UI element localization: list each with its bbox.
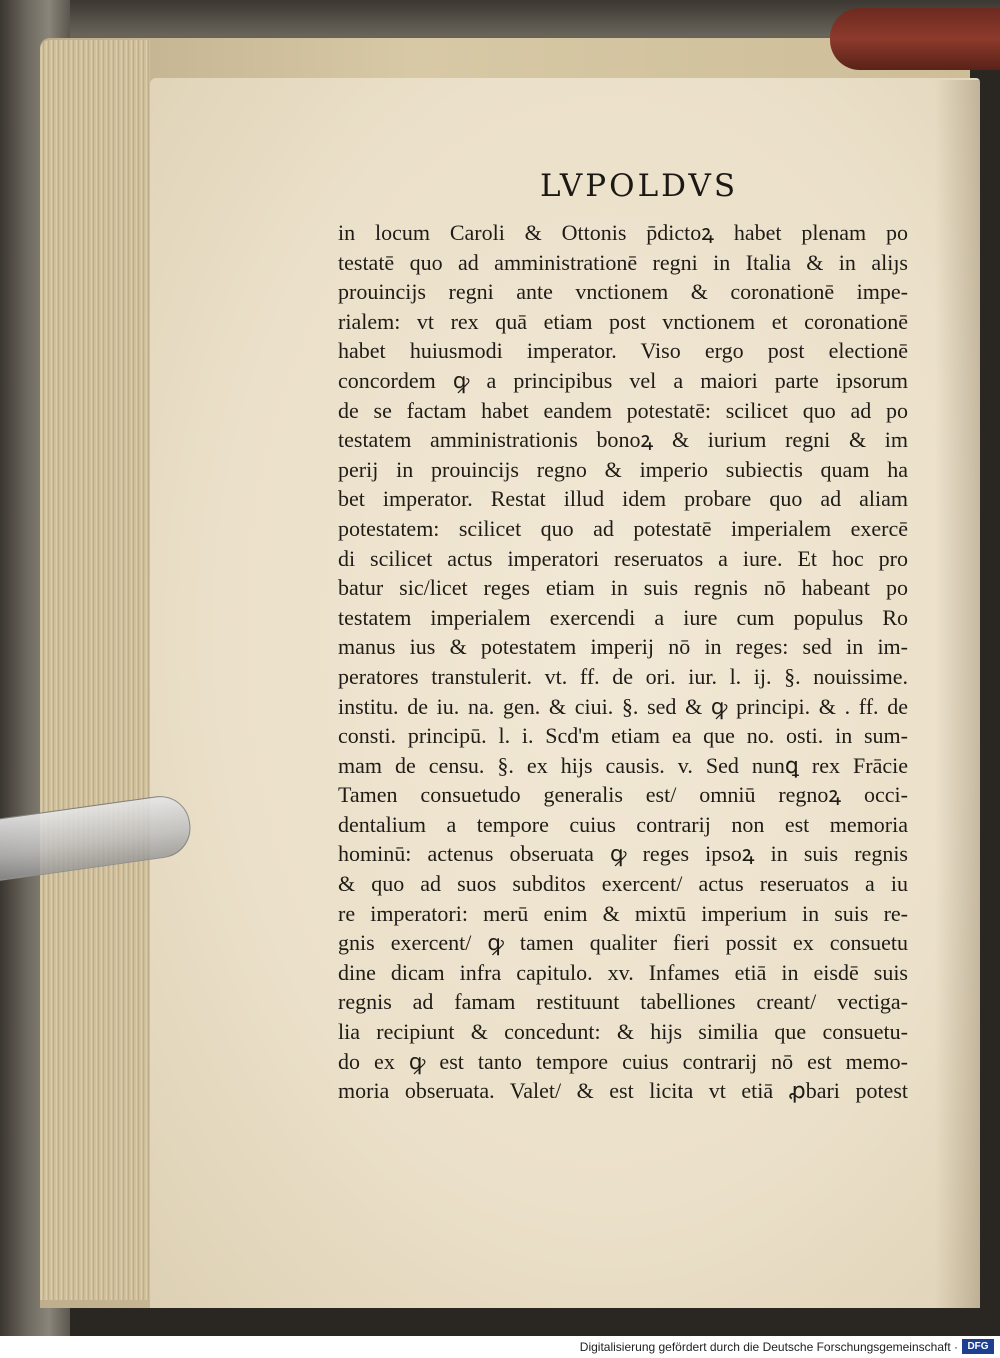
- text-line: habet huiusmodi imperator. Viso ergo post electionē: [338, 338, 908, 364]
- footer-bar: [0, 1336, 1000, 1358]
- text-line: bet imperator. Restat illud idem probare quo ad aliam: [338, 486, 908, 512]
- fabric-bookmark: [830, 8, 1000, 70]
- text-line: hominū: actenus obseruata ꝙ reges ipsoꝝ in suis regnis: [338, 841, 908, 867]
- text-line: rialem: vt rex quā etiam post vnctionem et coronationē: [338, 308, 908, 334]
- text-line: prouincijs regni ante vnctionem & coronationē impe-: [338, 279, 908, 305]
- text-line: gnis exercent/ ꝙ tamen qualiter fieri possit ex consuetu: [338, 930, 908, 956]
- dfg-logo: DFG: [962, 1339, 994, 1354]
- text-line: perij in prouincijs regno & imperio subiectis quam ha: [338, 456, 908, 482]
- text-line: testatem amministrationis bonoꝝ & iurium regni & im: [338, 427, 908, 453]
- text-line: re imperatori: merū enim & mixtū imperium in suis re-: [338, 900, 908, 926]
- text-line: testatem imperialem exercendi a iure cum populus Ro: [338, 604, 908, 630]
- text-line: di scilicet actus imperatori reseruatos a iure. Et hoc pro: [338, 545, 908, 571]
- text-line: Tamen consuetudo generalis est/ omniū regnoꝝ occi-: [338, 782, 908, 808]
- text-line: in locum Caroli & Ottonis p̄dictoꝝ habet plenam po: [338, 220, 908, 245]
- page-text-block: [338, 218, 908, 1106]
- text-line: & quo ad suos subditos exercent/ actus reseruatos a iu: [338, 871, 908, 897]
- running-head: LVPOLDVS: [540, 168, 739, 204]
- text-line: peratores transtulerit. vt. ff. de ori. iur. l. ij. §. nouissime.: [338, 663, 908, 689]
- text-line: moria obseruata. Valet/ & est licita vt etiā ꝓbari potest: [338, 1078, 908, 1104]
- text-line: dentalium a tempore cuius contrarij non est memoria: [338, 811, 908, 837]
- text-line: manus ius & potestatem imperij nō in reges: sed in im-: [338, 634, 908, 660]
- text-line: mam de censu. §. ex hijs causis. v. Sed nunꝗ rex Frācie: [338, 752, 908, 778]
- text-line: de se factam habet eandem potestatē: scilicet quo ad po: [338, 397, 908, 423]
- text-line: institu. de iu. na. gen. & ciui. §. sed & ꝙ principi. & . ff. de: [338, 693, 908, 719]
- text-line: dine dicam infra capitulo. xv. Infames etiā in eisdē suis: [338, 959, 908, 985]
- text-line: potestatem: scilicet quo ad potestatē imperialem exercē: [338, 515, 908, 541]
- text-line: concordem ꝙ a principibus vel a maiori parte ipsorum: [338, 367, 908, 393]
- text-line: regnis ad famam restituunt tabelliones creant/ vectiga-: [338, 989, 908, 1015]
- page-edges: [40, 40, 150, 1300]
- page-gutter-shadow: [935, 80, 980, 1308]
- text-line: testatē quo ad amministrationē regni in Italia & in aliȷs: [338, 249, 908, 275]
- text-line: do ex ꝙ est tanto tempore cuius contrarij nō est memo-: [338, 1048, 908, 1074]
- text-line: consti. principū. l. i. Scd'm etiam ea que no. osti. in sum-: [338, 723, 908, 749]
- text-line: lia recipiunt & concedunt: & hijs similia que consuetu-: [338, 1019, 908, 1045]
- text-line: batur sic/licet reges etiam in suis regnis nō habeant po: [338, 575, 908, 601]
- digitization-credit: Digitalisierung gefördert durch die Deutsche Forschungsgemeinschaft ·: [579, 1340, 958, 1354]
